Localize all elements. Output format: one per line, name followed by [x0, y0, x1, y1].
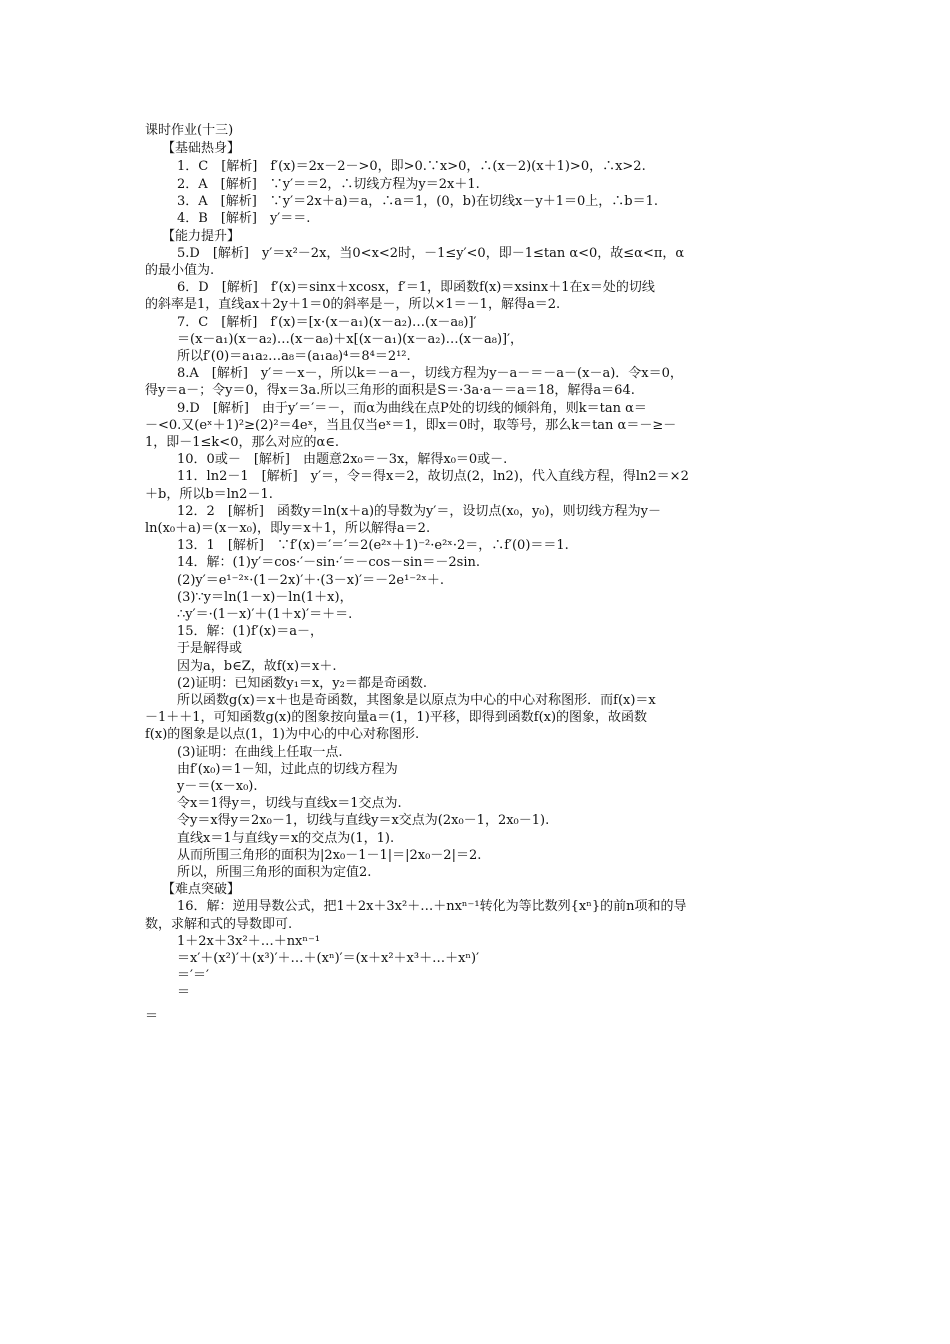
text-line: 于是解得或	[177, 641, 243, 656]
page-title: 课时作业(十三)	[145, 123, 234, 138]
text-line: 10．0或－ [解析] 由题意2x₀＝－3x，解得x₀＝0或－.	[177, 452, 508, 467]
text-line: 16．解：逆用导数公式，把1＋2x＋3x²＋…＋nxⁿ⁻¹转化为等比数列{xⁿ}的前n项和的导	[177, 899, 687, 914]
text-line: 从而所围三角形的面积为|2x₀－1－1|＝|2x₀－2|＝2.	[177, 848, 482, 863]
text-line: 的最小值为.	[145, 263, 215, 278]
text-line: 9.D [解析] 由于y′＝′＝－，而α为曲线在点P处的切线的倾斜角，则k＝tan α＝	[177, 401, 647, 416]
text-line: －1＋＋1，可知函数g(x)的图象按向量a＝(1，1)平移，即得到函数f(x)的图象，故函数	[145, 710, 648, 725]
text-line: (3)证明：在曲线上任取一点.	[177, 745, 343, 760]
text-line: ＝x′＋(x²)′＋(x³)′＋…＋(xⁿ)′＝(x＋x²＋x³＋…＋xⁿ)′	[177, 951, 480, 966]
text-line: 5.D [解析] y′＝x²－2x，当0<x<2时，－1≤y′<0，即－1≤tan α<0，故≤α<π，α	[177, 246, 685, 261]
text-line: 12．2 [解析] 函数y＝ln(x＋a)的导数为y′＝，设切点(x₀，y₀)，则切线方程为y－	[177, 504, 661, 519]
text-line: 4．B [解析] y′＝＝.	[177, 211, 311, 226]
text-line: (2)证明：已知函数y₁＝x，y₂＝都是奇函数.	[177, 676, 427, 691]
text-line: ＋b，所以b＝ln2－1.	[145, 487, 273, 502]
text-line: f(x)的图象是以点(1，1)为中心的中心对称图形.	[145, 727, 420, 742]
text-line: (2)y′＝e¹⁻²ˣ·(1－2x)′＋·(3－x)′＝－2e¹⁻²ˣ＋.	[177, 573, 445, 588]
text-line: 的斜率是1，直线ax＋2y＋1＝0的斜率是－，所以×1＝－1，解得a＝2.	[145, 297, 561, 312]
text-line: ∴y′＝·(1－x)′＋(1＋x)′＝＋＝.	[177, 607, 353, 622]
text-line: 令y＝x得y＝2x₀－1，切线与直线y＝x交点为(2x₀－1，2x₀－1).	[177, 813, 550, 828]
text-line: －<0.又(eˣ＋1)²≥(2)²＝4eˣ，当且仅当eˣ＝1，即x＝0时，取等号，那么k＝tan α＝－≥－	[145, 418, 677, 433]
text-line: 得y＝a－；令y＝0，得x＝3a.所以三角形的面积是S＝·3a·a－＝a＝18，解得a＝64.	[145, 383, 635, 398]
text-line: 由f′(x₀)＝1－知，过此点的切线方程为	[177, 762, 398, 777]
text-line: 13．1 [解析] ∵f′(x)＝′＝′＝2(e²ˣ＋1)⁻²·e²ˣ·2＝，∴f′(0)＝＝1.	[177, 538, 569, 553]
text-line: 1，即－1≤k<0，那么对应的α∈.	[145, 435, 340, 450]
text-line: ＝	[145, 1009, 159, 1024]
text-line: 1．C [解析] f′(x)＝2x－2－>0，即>0.∵x>0，∴(x－2)(x＋1)>0，∴x>2.	[177, 159, 646, 174]
text-line: 14．解：(1)y′＝cos·′－sin·′＝－cos－sin＝－2sin.	[177, 555, 480, 570]
text-line: ln(x₀＋a)＝(x－x₀)，即y＝x＋1，所以解得a＝2.	[145, 521, 431, 536]
text-line: 所以f′(0)＝a₁a₂…a₈＝(a₁a₈)⁴＝8⁴＝2¹².	[177, 349, 411, 364]
text-line: 直线x＝1与直线y＝x的交点为(1，1).	[177, 831, 395, 846]
text-line: (3)∵y＝ln(1－x)－ln(1＋x)，	[177, 590, 353, 605]
text-line: 11．ln2－1 [解析] y′＝，令＝得x＝2，故切点(2，ln2)，代入直线方程，得ln2＝×2	[177, 469, 689, 484]
text-line: 7．C [解析] f′(x)＝[x·(x－a₁)(x－a₂)…(x－a₈)]′	[177, 315, 477, 330]
section-heading: 【能力提升】	[162, 229, 241, 244]
text-line: ＝(x－a₁)(x－a₂)…(x－a₈)＋x[(x－a₁)(x－a₂)…(x－a₈)]′，	[177, 332, 524, 347]
text-line: 8.A [解析] y′＝－x－，所以k＝－a－，切线方程为y－a－＝－a－(x－a)．令x＝0，	[177, 366, 683, 381]
text-line: ＝	[177, 985, 191, 1000]
text-line: ＝′＝′	[177, 968, 209, 983]
text-line: 数，求解和式的导数即可.	[145, 917, 293, 932]
text-line: 3．A [解析] ∵y′＝2x＋a)＝a，∴a＝1，(0，b)在切线x－y＋1＝0上，∴b＝1.	[177, 194, 658, 209]
section-heading: 【基础热身】	[162, 141, 241, 156]
text-line: 6．D [解析] f′(x)＝sinx＋xcosx，f′＝1，即函数f(x)＝xsinx＋1在x＝处的切线	[177, 280, 655, 295]
text-line: 所以，所围三角形的面积为定值2.	[177, 865, 372, 880]
text-line: 令x＝1得y＝，切线与直线x＝1交点为.	[177, 796, 402, 811]
text-line: 所以函数g(x)＝x＋也是奇函数，其图象是以原点为中心的中心对称图形．而f(x)＝x	[177, 693, 656, 708]
text-line: 因为a，b∈Z，故f(x)＝x＋.	[177, 659, 337, 674]
text-line: y－＝(x－x₀).	[177, 779, 258, 794]
section-heading: 【难点突破】	[162, 882, 241, 897]
text-line: 2．A [解析] ∵y′＝＝2，∴切线方程为y＝2x＋1.	[177, 177, 480, 192]
text-line: 15．解：(1)f′(x)＝a－，	[177, 624, 323, 639]
text-line: 1＋2x＋3x²＋…＋nxⁿ⁻¹	[177, 934, 321, 949]
